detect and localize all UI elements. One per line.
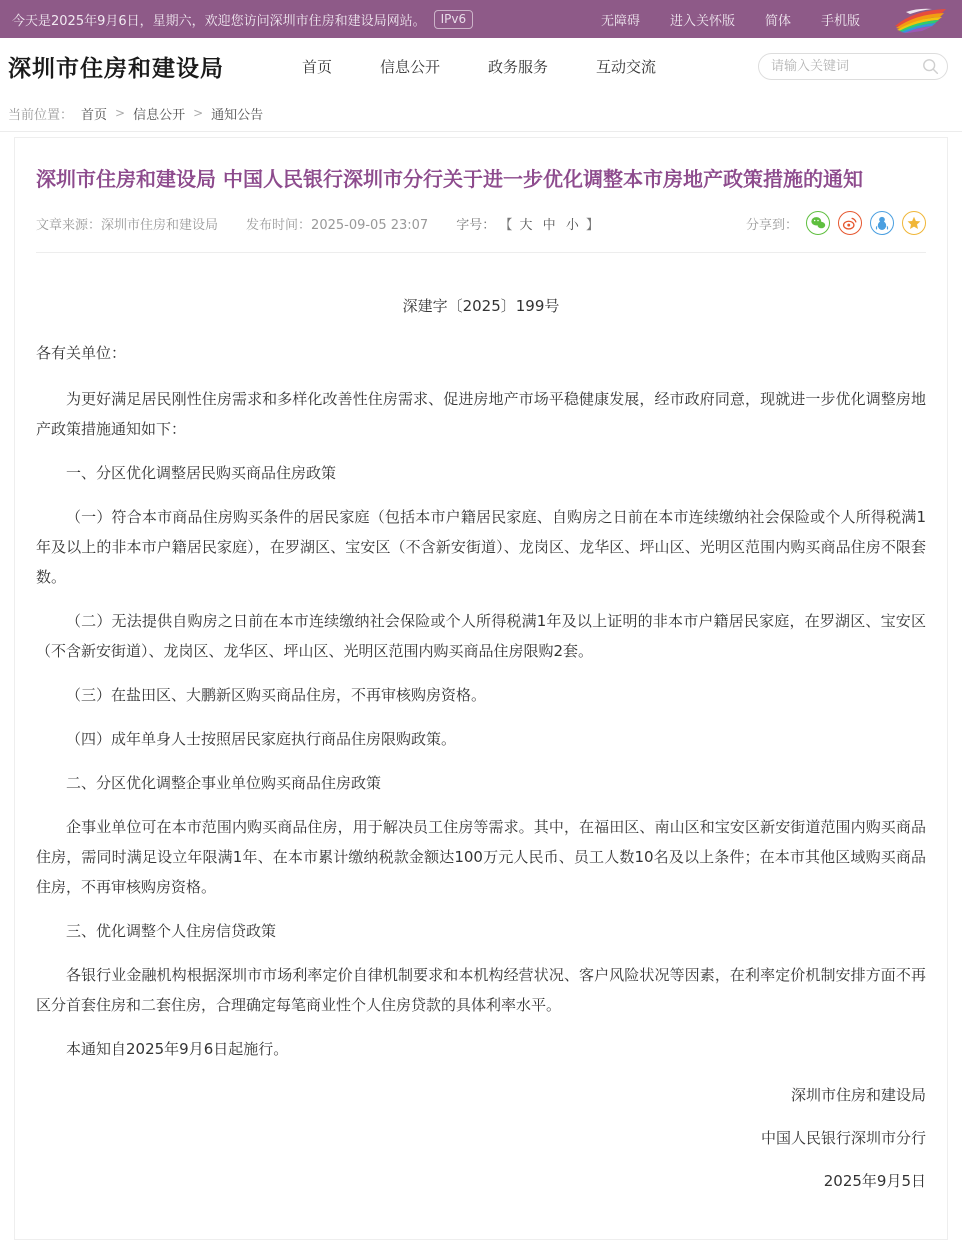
document-number: 深建字〔2025〕199号 (402, 297, 560, 315)
fontsize-large-button[interactable]: 大 (519, 217, 533, 233)
article-paragraph-1: 一、分区优化调整居民购买商品住房政策 (66, 464, 337, 482)
qzone-icon[interactable] (902, 211, 926, 235)
fontsize-small-button[interactable]: 小 (565, 217, 579, 233)
search-icon[interactable] (922, 58, 939, 75)
topbar-link-2[interactable]: 简体 (764, 13, 791, 29)
breadcrumb-separator: > (193, 106, 204, 120)
article-paragraph-3: （二）无法提供自购房之日前在本市连续缴纳社会保险或个人所得税满1年及以上证明的非本市户籍居民家庭，在罗湖区、宝安区（不含新安街道）、龙岗区、龙华区、坪山区、光明区范围内购买商品住房限购2套。 (36, 612, 926, 660)
site-header (0, 38, 962, 95)
salutation: 各有关单位： (36, 344, 127, 362)
rainbow-wing-logo (892, 4, 950, 34)
article-paragraph-8: 三、优化调整个人住房信贷政策 (66, 922, 277, 940)
breadcrumb-label: 当前位置： (8, 107, 74, 123)
article-paragraph-4: （三）在盐田区、大鹏新区购买商品住房，不再审核购房资格。 (66, 686, 487, 704)
article-paragraph-0: 为更好满足居民刚性住房需求和多样化改善性住房需求、促进房地产市场平稳健康发展，经市政府同意，现就进一步优化调整房地产政策措施通知如下： (36, 390, 926, 438)
article-body (36, 253, 926, 1196)
welcome-text: 今天是2025年9月6日，星期六，欢迎您访问深圳市住房和建设局网站。 (12, 13, 426, 29)
nav-item-0[interactable]: 首页 (302, 58, 333, 76)
topbar-link-1[interactable]: 进入关怀版 (669, 13, 735, 29)
breadcrumb-item-0[interactable]: 首页 (81, 107, 108, 123)
topbar-link-0[interactable]: 无障碍 (600, 13, 640, 29)
weibo-icon[interactable] (838, 211, 862, 235)
breadcrumb-item-1[interactable]: 信息公开 (133, 107, 186, 123)
main-nav (302, 56, 656, 77)
nav-item-3[interactable]: 互动交流 (596, 58, 657, 76)
signature-0: 深圳市住房和建设局 (790, 1086, 926, 1104)
article-paragraph-7: 企事业单位可在本市范围内购买商品住房，用于解决员工住房等需求。其中，在福田区、南山区和宝安区新安街道范围内购买商品住房，需同时满足设立年限满1年、在本市累计缴纳税款金额达100万元人民币、员工人数10名及以上条件；在本市其他区域购买商品住房，不再审核购房资格。 (36, 818, 926, 896)
search-box (758, 53, 948, 80)
qq-icon[interactable] (870, 211, 894, 235)
search-input[interactable] (758, 53, 948, 80)
article-meta (36, 211, 926, 253)
article-title: 深圳市住房和建设局 中国人民银行深圳市分行关于进一步优化调整本市房地产政策措施的通知 (36, 167, 863, 191)
signature-1: 中国人民银行深圳市分行 (760, 1129, 926, 1147)
site-title: 深圳市住房和建设局 (8, 56, 224, 82)
share-area (746, 211, 926, 235)
signature-date: 2025年9月5日 (823, 1172, 926, 1190)
breadcrumb-separator: > (115, 106, 126, 120)
breadcrumb-item-2[interactable]: 通知公告 (211, 107, 264, 123)
article-panel (14, 137, 948, 1240)
breadcrumb (0, 95, 962, 132)
nav-item-2[interactable]: 政务服务 (488, 58, 549, 76)
signature-block (36, 1080, 926, 1196)
article-paragraph-5: （四）成年单身人士按照居民家庭执行商品住房限购政策。 (66, 730, 457, 748)
fontsize-medium-button[interactable]: 中 (542, 217, 556, 233)
article-paragraph-10: 本通知自2025年9月6日起施行。 (66, 1040, 289, 1058)
article-paragraph-6: 二、分区优化调整企事业单位购买商品住房政策 (66, 774, 382, 792)
ipv6-badge[interactable]: IPv6 (434, 10, 474, 29)
publish-time: 发布时间：2025-09-05 23:07 (246, 217, 429, 233)
wechat-icon[interactable] (806, 211, 830, 235)
topbar (0, 0, 962, 38)
fontsize-control: 字号： 【 大 中 小 】 (456, 217, 599, 233)
topbar-link-3[interactable]: 手机版 (820, 13, 860, 29)
article-paragraph-2: （一）符合本市商品住房购买条件的居民家庭（包括本市户籍居民家庭、自购房之日前在本市连续缴纳社会保险或个人所得税满1年及以上的非本市户籍居民家庭），在罗湖区、宝安区（不含新安街道）、龙岗区、龙华区、坪山区、光明区范围内购买商品住房不限套数。 (36, 508, 926, 586)
article-paragraph-9: 各银行业金融机构根据深圳市市场利率定价自律机制要求和本机构经营状况、客户风险状况等因素，在利率定价机制安排方面不再区分首套住房和二套住房，合理确定每笔商业性个人住房贷款的具体利率水平。 (36, 966, 926, 1014)
article-source: 文章来源：深圳市住房和建设局 (36, 217, 219, 233)
share-label: 分享到： (745, 217, 798, 233)
nav-item-1[interactable]: 信息公开 (380, 58, 441, 76)
